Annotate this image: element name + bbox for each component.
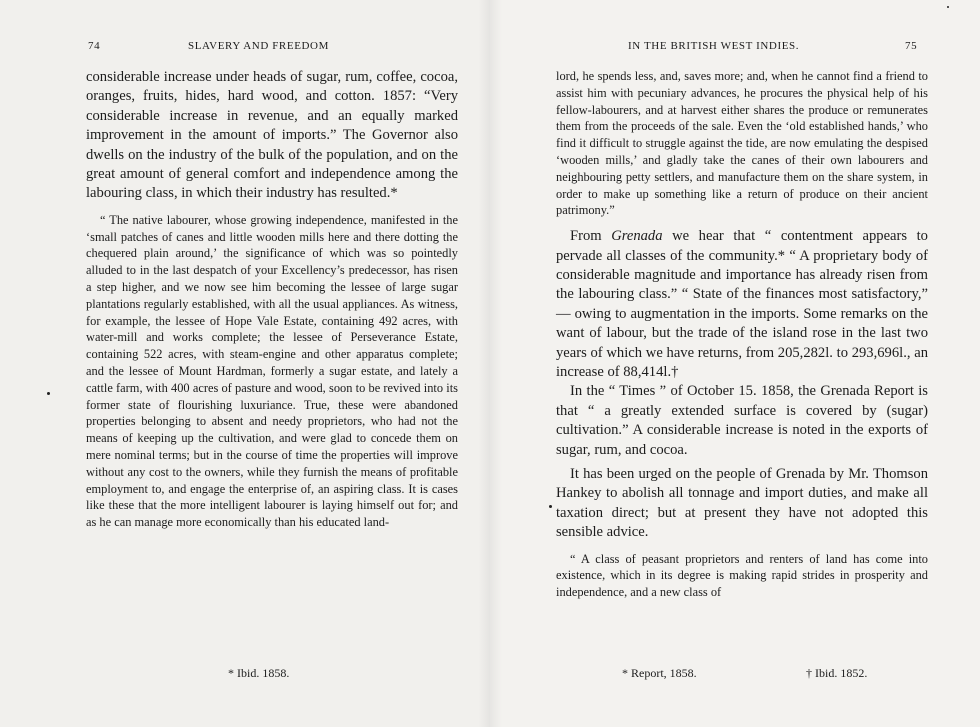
scan-speck — [947, 6, 949, 8]
right-page-number: 75 — [905, 40, 918, 52]
grenada-place: Grenada — [611, 228, 663, 245]
scan-speck — [549, 505, 552, 508]
right-block-quote: “ A class of peasant proprietors and renters of land has come into existence, which in its degree is making rapid strides in prosperity and independence, and a new class of — [556, 551, 928, 600]
right-running-header: IN THE BRITISH WEST INDIES. — [628, 40, 800, 52]
left-page-number: 74 — [88, 40, 101, 52]
right-text-column — [556, 68, 928, 601]
right-paragraph-times: In the “ Times ” of October 15. 1858, the Grenada Report is that “ a greatly extended surface is covered by (sugar) cultivation.” A considerable increase is noted in the exports of sugar, rum, and cocoa. — [556, 383, 928, 458]
left-block-quote: “ The native labourer, whose growing independence, manifested in the ‘small patches of canes and little wooden mills here and there dotting the chequered plain around,’ the significance of which was so pointedly alluded to in the last despatch of your Excellency’s predecessor, has risen a step higher, and we now see him becoming the lessee of large sugar plantations regularly established, with all the usual appliances. As witness, for example, the lessee of Hope Vale Estate, containing 492 acres, with water-mill and works complete; the lessee of Perseverance Estate, containing 522 acres, with steam-engine and other apparatus complete; and the lessee of Mount Hardman, formerly a sugar estate, and lately a cattle farm, with 400 acres of pasture and wood, soon to be revived into its former state of flourishing luxuriance. True, these were abandoned properties belonging to absent and needy proprietors, who had not the means of keeping up the cultivation, and were glad to concede them on mere nominal terms; but in the course of time the properties will improve without any cost to the owners, while they furnish the means of profitable employment to, and engage the enterprise of, an aspiring class. It is cases like these that the more intelligent labourer is laying himself out for; and as he can manage more economically than his educated land- — [86, 212, 458, 530]
grenada-text-a: From — [570, 228, 612, 245]
right-paragraph-grenada — [556, 227, 928, 382]
book-gutter — [478, 0, 502, 727]
right-footnote-2: † Ibid. 1852. — [806, 666, 868, 680]
left-running-header: SLAVERY AND FREEDOM — [188, 40, 329, 52]
right-quote-continuation: lord, he spends less, and, saves more; and, when he cannot find a friend to assist him with pecuniary advances, he procures the physical help of his fellow-labourers, and at harvest either shares the produce or remunerates them from the proceeds of the sale. Even the ‘old established hands,’ who find it difficult to struggle against the tide, are now emulating the despised ‘wooden mills,’ and gladly take the canes of their own labourers and neighbouring petty settlers, and manufacture them on the share system, in order to make up something like a return of produce on their ancient patrimony.” — [556, 69, 928, 218]
left-footnote: * Ibid. 1858. — [228, 666, 290, 680]
right-footnote-1: * Report, 1858. — [622, 666, 697, 680]
left-paragraph-1: considerable increase under heads of sugar, rum, coffee, cocoa, oranges, fruits, hides, hard wood, and cotton. 1857: “Very considerable increase in revenue, and an equally marked improvement in the amount of imports.” The Governor also dwells on the industry of the bulk of the population, and on the great amount of general comfort and independence among the labouring class, in which their industry has resulted.* — [86, 69, 458, 202]
scan-speck — [47, 392, 50, 395]
grenada-text-b: we hear that “ contentment appears to pervade all classes of the community.* “ A proprietary body of considerable magnitude and importance has already risen from the labouring class.” “ State of the finances most satisfactory,” — owing to augmentation in the imports. Some remarks on the want of labour, but the trade of the island rose in the last two years of which we have returns, from 205,282l. to 293,696l., an increase of 88,414l.† — [556, 228, 928, 381]
right-paragraph-hankey: It has been urged on the people of Grenada by Mr. Thomson Hankey to abolish all tonnage and import duties, and make all taxation direct; but at present they have not adopted this sensible advice. — [556, 466, 928, 541]
left-text-column — [86, 68, 458, 531]
